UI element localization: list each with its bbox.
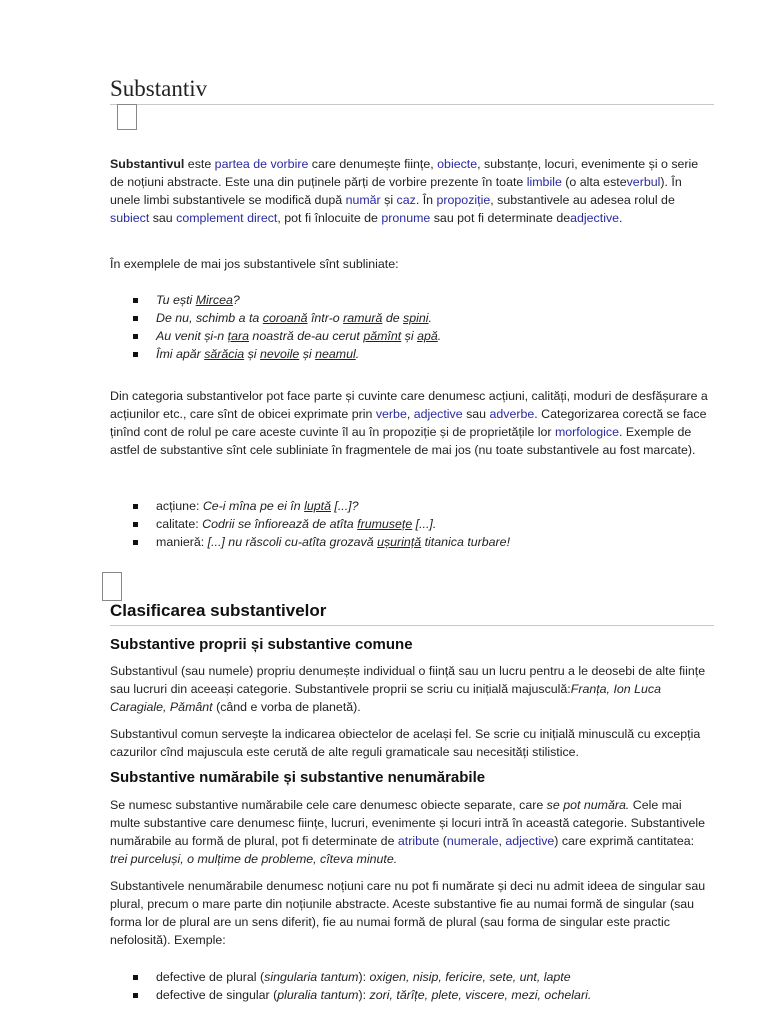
list-item: Au venit și-n țara noastră de-au cerut pămînt și apă.	[110, 327, 714, 345]
page-title: Substantiv	[110, 76, 714, 105]
link-pronume[interactable]: pronume	[381, 211, 431, 225]
link-limbile[interactable]: limbile	[526, 175, 562, 189]
examples-intro: În exemplele de mai jos substantivele sînt subliniate:	[110, 257, 399, 271]
link-numerale[interactable]: numerale	[446, 834, 499, 848]
link-atribute[interactable]: atribute	[397, 834, 440, 848]
list-item: defective de singular (pluralia tantum): zori, tărîțe, plete, viscere, mezi, ochelari.	[110, 986, 714, 1004]
link-verbe[interactable]: verbe	[375, 407, 407, 421]
list-item: manieră: [...] nu răscoli cu-atîta grozavă ușurință titanica turbare!	[110, 533, 714, 551]
numarabile-paragraph-2: Substantivele nenumărabile denumesc noțiuni care nu pot fi numărate și deci nu admit ideea de singular sau plural, precum o mare parte din noțiunile abstracte. Aceste substantive fie au numai formă de singular (sau forma lor de plural are un sens diferit), fie au numai formă de plural (sau forma de singular este practic nefolosită). Exemple:	[110, 879, 706, 947]
numarabile-paragraph-1: Se numesc substantive numărabile cele care denumesc obiecte separate, care se pot număra. Cele mai multe substantive care denumesc ființe, lucruri, evenimente și locuri intră în această categorie. Substantivele numărabile au formă de plural, pot fi determinate de atribute (numerale, adjective) care exprimă cantitatea: trei purceluși, o mulțime de probleme, cîteva minute.	[110, 798, 706, 866]
proprii-paragraph-2: Substantivul comun servește la indicarea obiectelor de același fel. Se scrie cu inițială minusculă cu excepția cazurilor cînd majuscula este cerută de alte reguli gramaticale sau necesități stilistice.	[110, 727, 701, 759]
link-complement-direct[interactable]: complement direct	[176, 211, 278, 225]
link-verbul[interactable]: verbul	[626, 175, 661, 189]
proprii-paragraph-1: Substantivul (sau numele) propriu denumește individual o ființă sau un lucru pentru a le deosebi de alte ființe sau lucruri din aceeași categorie. Substantivele proprii se scriu cu inițială majusculă:Franța, Ion Luca Caragiale, Pământ (când e vorba de planetă).	[110, 664, 706, 714]
subsection-heading-proprii: Substantive proprii și substantive comune	[110, 636, 413, 653]
link-adjective[interactable]: adjective	[570, 211, 620, 225]
list-item: acțiune: Ce-i mîna pe ei în luptă [...]?	[110, 497, 714, 515]
list-item: Tu ești Mircea?	[110, 291, 714, 309]
category-paragraph: Din categoria substantivelor pot face parte și cuvinte care denumesc acțiuni, calități, moduri de desfășurare a acțiunilor etc., care sînt de obicei exprimate prin verbe, adjective sau adverbe. Categorizarea corectă se face ținînd cont de rolul pe care aceste cuvinte îl au în propoziție și de proprietățile lor morfologice. Exemple de astfel de substantive sînt cele subliniate în fragmentele de mai jos (nu toate substantivele au fost marcate).	[110, 389, 708, 457]
examples-list	[110, 291, 714, 363]
link-morfologice[interactable]: morfologice	[554, 425, 619, 439]
link-caz[interactable]: caz	[396, 193, 416, 207]
list-item: defective de plural (singularia tantum): oxigen, nisip, fericire, sete, unt, lapte	[110, 968, 714, 986]
link-numar[interactable]: număr	[345, 193, 381, 207]
image-placeholder-icon	[117, 104, 137, 130]
link-adverbe[interactable]: adverbe	[489, 407, 535, 421]
section-heading-clasificare: Clasificarea substantivelor	[110, 601, 714, 626]
category-examples-list	[110, 497, 714, 551]
link-obiecte[interactable]: obiecte	[437, 157, 478, 171]
link-propozitie[interactable]: propoziție	[436, 193, 491, 207]
subsection-heading-numarabile: Substantive numărabile și substantive nenumărabile	[110, 769, 486, 786]
image-placeholder-icon	[102, 572, 122, 601]
link-adjective-2[interactable]: adjective	[413, 407, 463, 421]
defective-list	[110, 968, 714, 1004]
intro-paragraph: Substantivul este partea de vorbire care denumește ființe, obiecte, substanțe, locuri, evenimente și o serie de noțiuni abstracte. Este una din puținele părți de vorbire prezente în toate limbile (o alta esteverbul). În unele limbi substantivele se modifică după număr și caz. În propoziție, substantivele au adesea rolul de subiect sau complement direct, pot fi înlocuite de pronume sau pot fi determinate deadjective.	[110, 157, 699, 225]
bold-term: Substantivul	[110, 157, 185, 171]
link-subiect[interactable]: subiect	[110, 211, 150, 225]
list-item: De nu, schimb a ta coroană într-o ramură de spini.	[110, 309, 714, 327]
link-adjective-3[interactable]: adjective	[505, 834, 555, 848]
list-item: Îmi apăr sărăcia și nevoile și neamul.	[110, 345, 714, 363]
list-item: calitate: Codrii se înfiorează de atîta frumusețe [...].	[110, 515, 714, 533]
link-partea-de-vorbire[interactable]: partea de vorbire	[214, 157, 309, 171]
